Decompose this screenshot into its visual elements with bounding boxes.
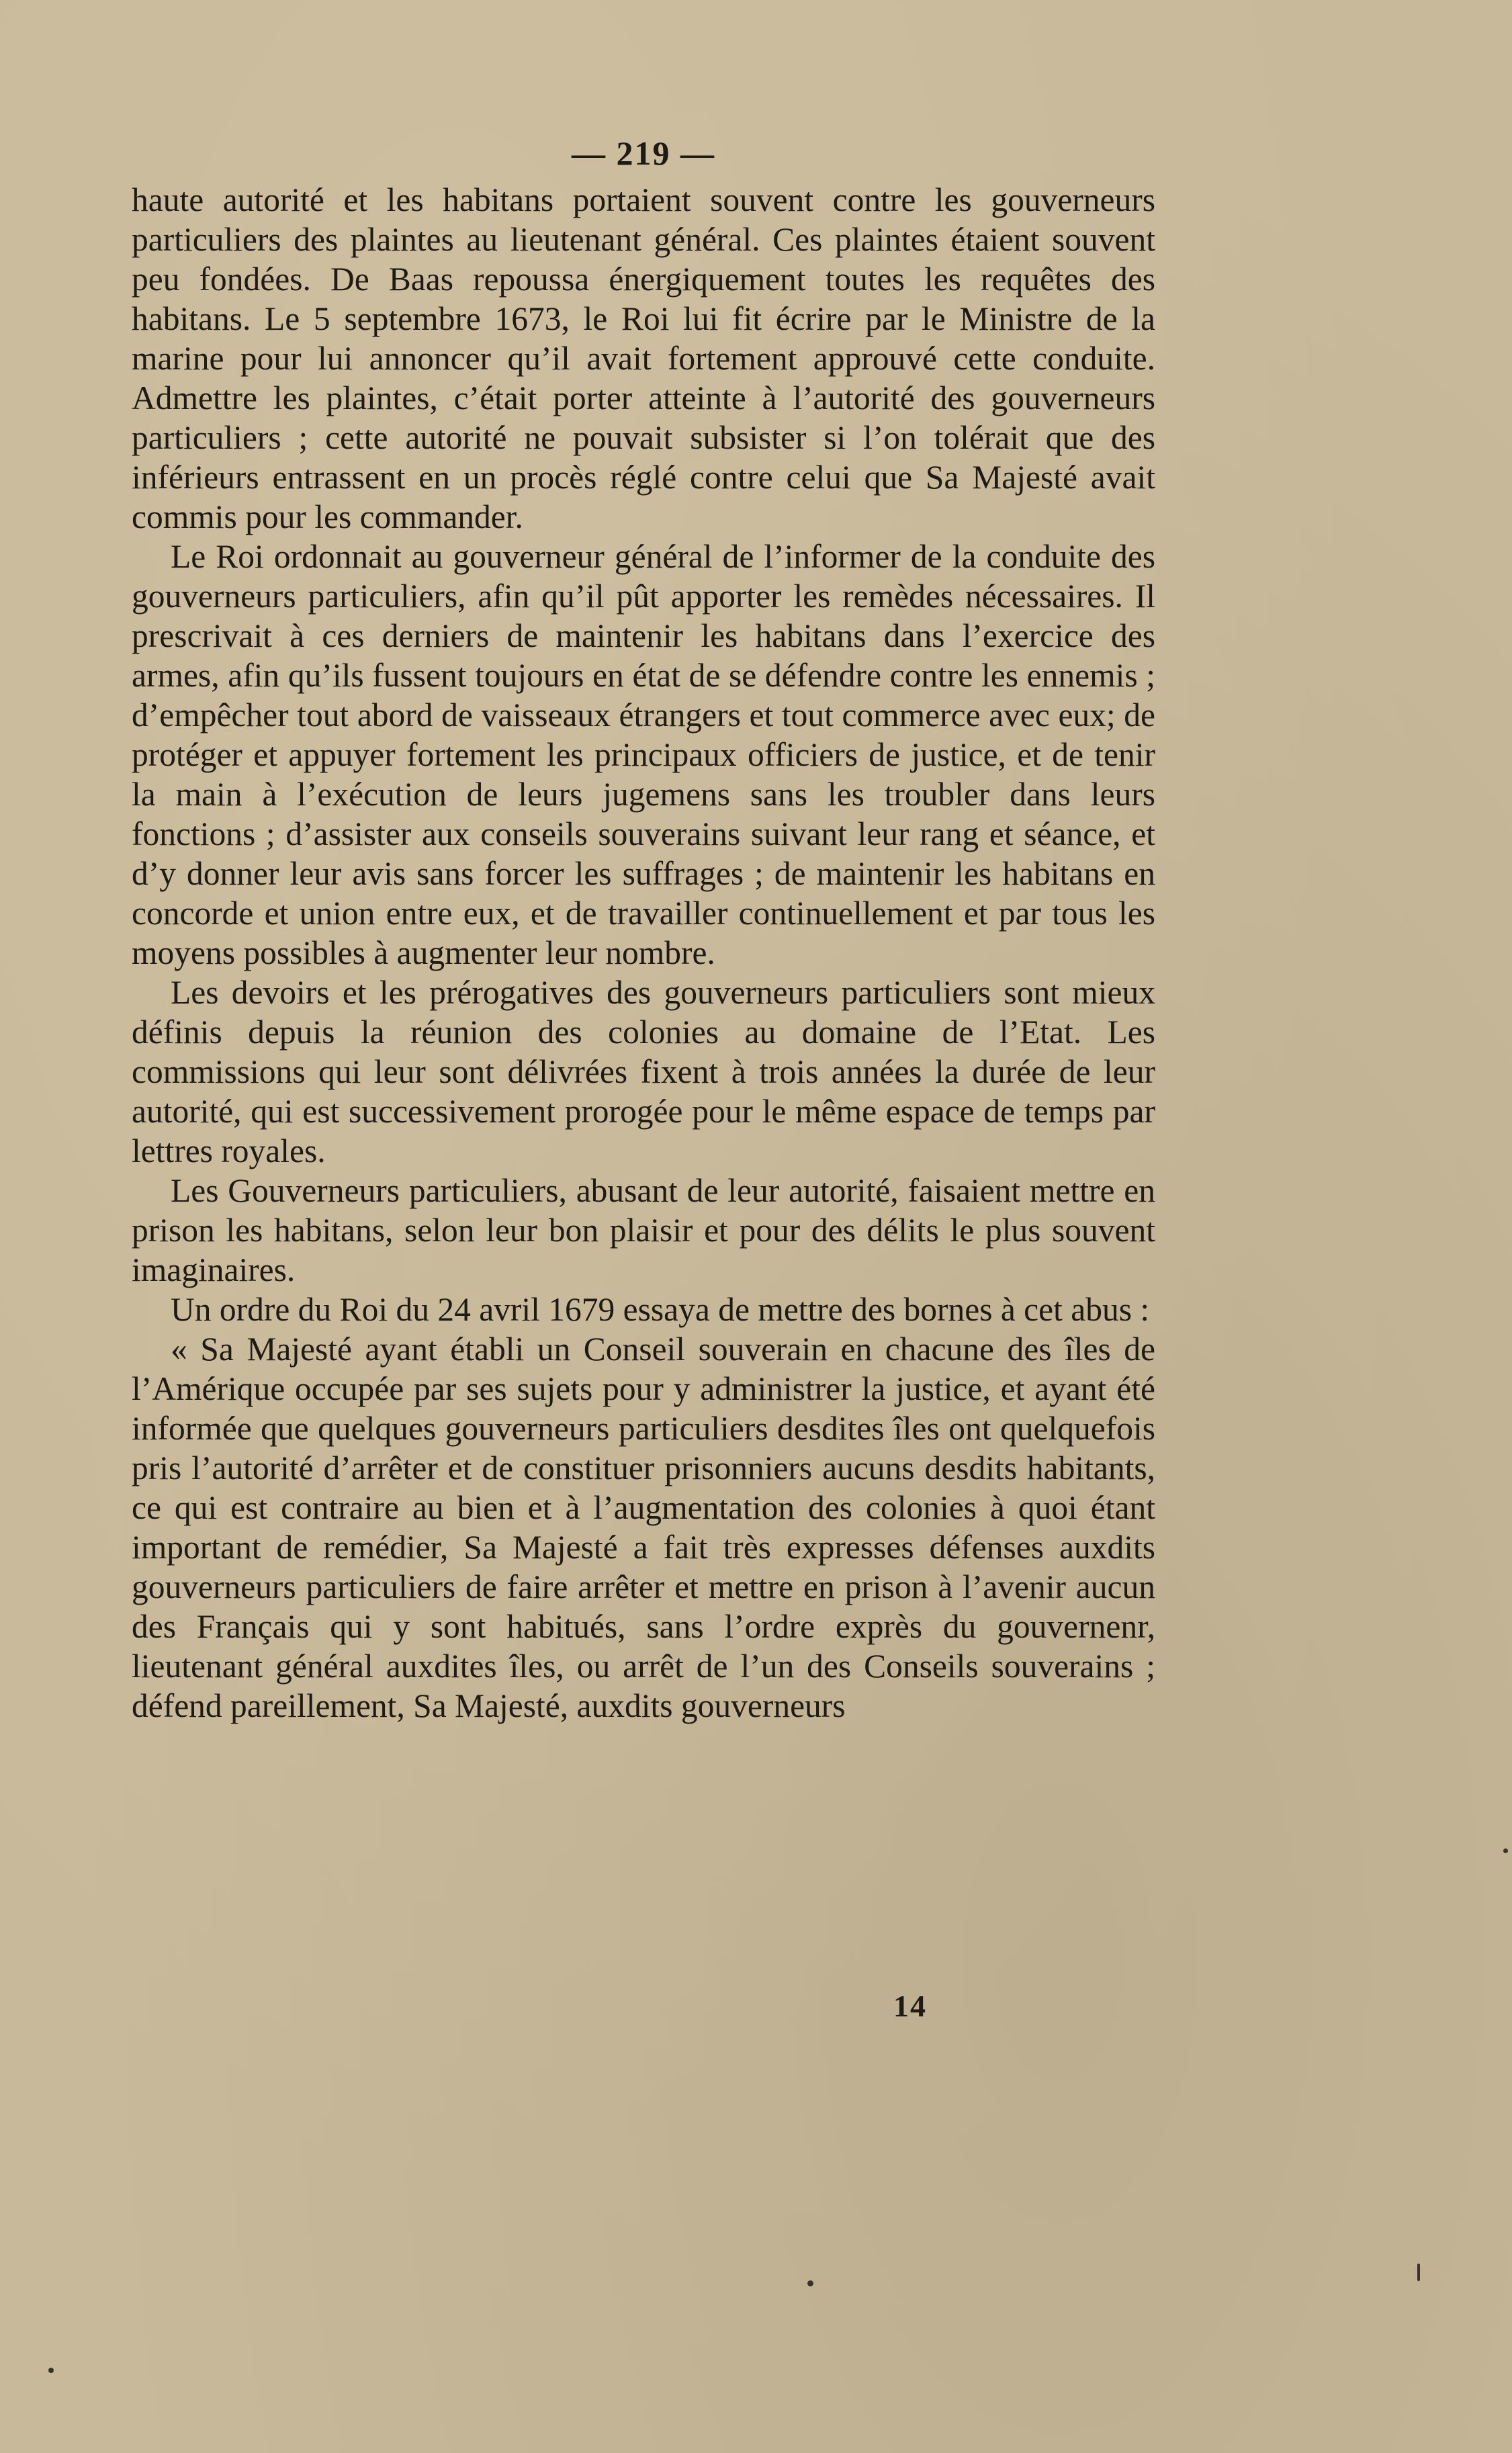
paragraph-continuation: haute autorité et les habitans portaient souvent contre les gouverneurs particuliers des plaintes au lieutenant général. Ces plaintes étaient souvent peu fondées. De Baas repoussa énergiquement toutes les requêtes des habitans. Le 5 septembre 1673, le Roi lui fit écrire par le Ministre de la marine pour lui annoncer qu’il avait fortement approuvé cette conduite. Admettre les plaintes, c’était porter atteinte à l’autorité des gouverneurs particuliers ; cette autorité ne pouvait subsister si l’on tolérait que des inférieurs entrassent en un procès réglé contre celui que Sa Majesté avait commis pour les commander. (132, 181, 1155, 535)
signature-mark: 14 (893, 1989, 927, 2023)
page-number: — 219 — (572, 134, 715, 172)
paragraph-quotation: « Sa Majesté ayant établi un Conseil souverain en chacune des îles de l’Amérique occupée par ses sujets pour y administrer la justice, et ayant été informée que quelques gouverneurs particuliers desdites îles ont quelquefois pris l’autorité d’arrêter et de constituer prisonniers aucuns desdits habitants, ce qui est contraire au bien et à l’augmentation des colonies à quoi étant important de remédier, Sa Majesté a fait très expresses défenses auxdits gouverneurs particuliers de faire arrêter et mettre en prison à l’avenir aucun des Français qui y sont habitués, sans l’ordre exprès du gouvernenr, lieutenant général auxdites îles, ou arrêt de l’un des Conseils souverains ; défend pareillement, Sa Majesté, auxdits gouverneurs (132, 1331, 1155, 1724)
paragraph-royal-order: Un ordre du Roi du 24 avril 1679 essaya de mettre des bornes à cet abus : (171, 1291, 1150, 1328)
paper-speck (1503, 1848, 1508, 1853)
paper-speck (1417, 2264, 1420, 2281)
paper-speck (48, 2368, 54, 2373)
paragraph-abuse: Les Gouverneurs particuliers, abusant de leur autorité, faisaient mettre en prison les habitans, selon leur bon plaisir et pour des délits le plus souvent imaginaires. (132, 1172, 1155, 1288)
paragraph-king-orders: Le Roi ordonnait au gouverneur général de l’informer de la conduite des gouverneurs particuliers, afin qu’il pût apporter les remèdes nécessaires. Il prescrivait à ces derniers de maintenir les habitans dans l’exercice des armes, afin qu’ils fussent toujours en état de se défendre contre les ennemis ; d’empêcher tout abord de vaisseaux étrangers et tout commerce avec eux; de protéger et appuyer fortement les principaux officiers de justice, et de tenir la main à l’exécution de leurs jugemens sans les troubler dans leurs fonctions ; d’assister aux conseils souverains suivant leur rang et séance, et d’y donner leur avis sans forcer les suffrages ; de maintenir les habitans en concorde et union entre eux, et de travailler continuellement et par tous les moyens possibles à augmenter leur nombre. (132, 538, 1155, 971)
paragraph-duties: Les devoirs et les prérogatives des gouverneurs particuliers sont mieux définis depuis la réunion des colonies au domaine de l’Etat. Les commissions qui leur sont délivrées fixent à trois années la durée de leur autorité, qui est successivement prorogée pour le même espace de temps par lettres royales. (132, 974, 1155, 1169)
paper-speck (807, 2280, 813, 2286)
book-page (132, 128, 1155, 1726)
